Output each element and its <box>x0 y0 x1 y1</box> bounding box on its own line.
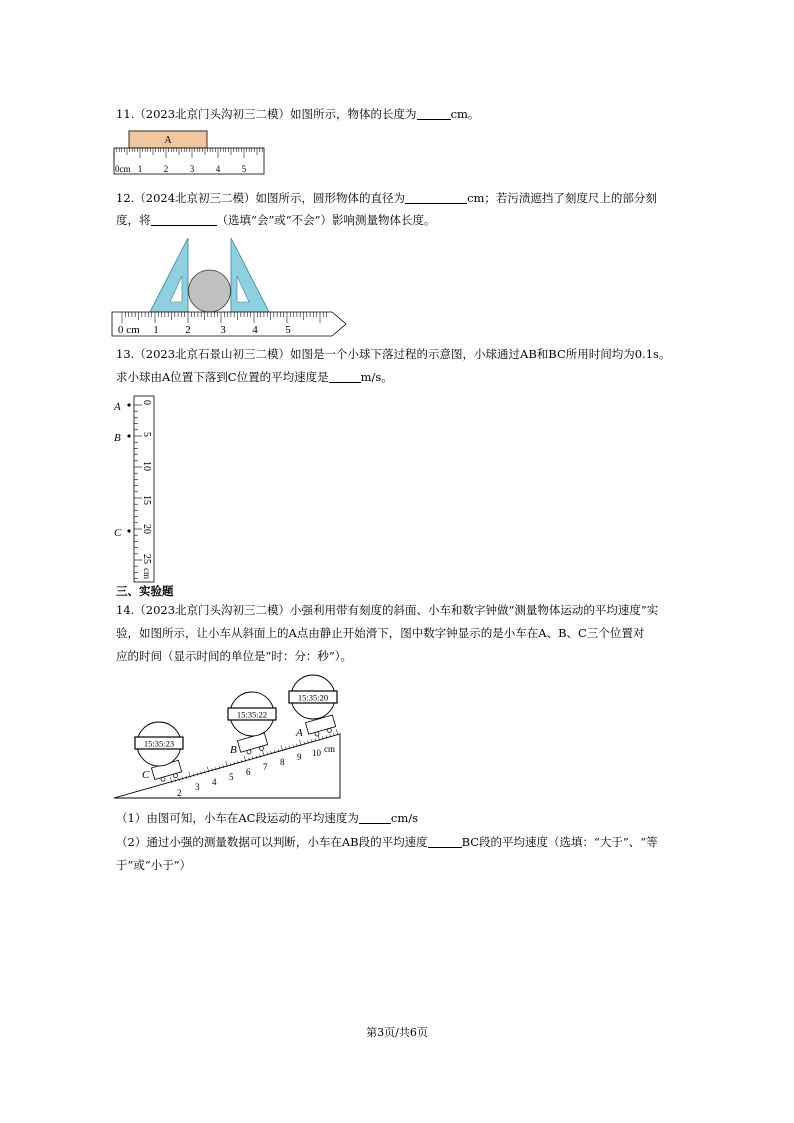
q13-line1: 13.（2023北京石景山初三二模）如图是一个小球下落过程的示意图，小球通过AB和BC所用时间均为0.1s。 <box>116 347 671 361</box>
ruler-unit-label: 0 cm <box>118 324 140 336</box>
round-object <box>189 270 231 312</box>
tick-label: 3 <box>189 164 195 174</box>
tick-label: 3 <box>220 324 226 336</box>
q14-line2: 验，如图所示，让小车从斜面上的A点由静止开始滑下，图中数字钟显示的是小车在A、B、C三个位置对 <box>116 626 645 640</box>
tick-label: 1 <box>137 164 143 174</box>
q12-line1-after: cm；若污渍遮挡了刻度尺上的部分刻 <box>467 191 657 205</box>
tick-label: 20 <box>141 524 152 534</box>
section-title: 三、实验题 <box>116 584 174 598</box>
question-14-line3 <box>116 644 352 668</box>
tick-label: 2 <box>163 164 169 174</box>
q14-sub2-line2: 于”或“小于”） <box>116 858 192 872</box>
tick-label: 5 <box>141 432 152 437</box>
tick-label: 4 <box>215 164 221 174</box>
q14-sub2-after: BC段的平均速度（选填：“大于”、“等 <box>461 835 658 849</box>
question-12 <box>116 186 657 210</box>
q14-line3: 应的时间（显示时间的单位是“时：分：秒”）。 <box>116 649 353 663</box>
tick-label: 25 <box>141 554 152 564</box>
point-c-label: C <box>114 527 122 539</box>
tick-label: 3 <box>195 782 200 792</box>
tick-label: 15 <box>141 495 152 505</box>
ruler-unit-label: cm <box>142 568 152 579</box>
q12-choice-blank[interactable] <box>151 211 217 226</box>
q12-line2-after: （选填“会”或“不会”）影响测量物体长度。 <box>216 213 436 227</box>
q12-line2-before: 度，将 <box>116 213 151 227</box>
point-c-label: C <box>142 769 150 781</box>
tick-label: 4 <box>212 777 217 787</box>
ruler-body <box>112 312 346 336</box>
page-footer: 第3页/共6页 <box>366 1026 428 1039</box>
tick-label: 7 <box>263 762 268 772</box>
tick-label: 6 <box>246 767 251 777</box>
question-13-line2 <box>116 365 393 389</box>
q14-line1: 14.（2023北京门头沟初三二模）小强利用带有刻度的斜面、小车和数字钟做“测量物体运动的平均速度”实 <box>116 603 659 617</box>
object-a-label: A <box>164 135 172 146</box>
point-c-dot <box>127 529 130 532</box>
question-14-sub2-line2 <box>116 853 191 877</box>
tick-label: 10 <box>312 748 321 758</box>
clock-a-time: 15:35:20 <box>297 692 329 703</box>
tick-label: 8 <box>280 757 285 767</box>
tick-label: 10 <box>141 461 152 471</box>
q12-diameter-blank[interactable] <box>405 189 467 204</box>
question-14-sub1 <box>116 806 418 830</box>
q13-line2-before: 求小球由A位置下落到C位置的平均速度是 <box>116 370 329 384</box>
tick-label: 0 <box>141 400 152 405</box>
clock-b-time: 15:35:22 <box>236 709 268 720</box>
q13-answer-blank[interactable] <box>329 368 361 383</box>
point-a-dot <box>127 403 130 406</box>
q14-sub1-after: cm/s <box>390 811 419 825</box>
point-b-label: B <box>230 744 237 756</box>
q11-text-before: 11.（2023北京门头沟初三二模）如图所示，物体的长度为 <box>116 107 417 121</box>
point-b-label: B <box>114 432 121 444</box>
tick-label: 1 <box>153 324 159 336</box>
q12-line1-before: 12.（2024北京初三二模）如图所示，圆形物体的直径为 <box>116 191 406 205</box>
clock-c-time: 15:35:23 <box>143 738 175 749</box>
q14-sub1-before: （1）由图可知，小车在AC段运动的平均速度为 <box>116 811 359 825</box>
q13-line2-after: m/s。 <box>360 370 393 384</box>
q12-ruler-figure <box>110 236 350 341</box>
q14-incline-figure <box>112 672 352 802</box>
point-a-label: A <box>296 727 303 739</box>
point-b-dot <box>127 434 130 437</box>
tick-mark <box>336 729 338 735</box>
question-13 <box>116 342 670 366</box>
q14-sub2-before: （2）通过小强的测量数据可以判断，小车在AB段的平均速度 <box>116 835 428 849</box>
q14-sub1-blank[interactable] <box>359 809 391 824</box>
tick-label: 4 <box>252 324 258 336</box>
question-12-line2 <box>116 208 436 232</box>
incline-unit-label: cm <box>324 744 335 754</box>
tick-label: 5 <box>285 324 291 336</box>
tick-label: 2 <box>185 324 191 336</box>
ruler-unit-label: 0cm <box>115 164 131 174</box>
tick-label: 5 <box>241 164 247 174</box>
tick-label: 5 <box>229 772 234 782</box>
question-14 <box>116 598 658 622</box>
q11-ruler-figure <box>112 130 272 180</box>
question-11 <box>116 102 479 126</box>
cart-b <box>237 733 268 756</box>
tick-label: 9 <box>297 752 302 762</box>
question-14-line2 <box>116 621 644 645</box>
tick-label: 2 <box>177 788 182 798</box>
q11-answer-blank[interactable] <box>417 105 451 120</box>
q13-vertical-ruler-figure <box>112 394 162 584</box>
point-a-label: A <box>114 401 121 413</box>
q14-sub2-blank[interactable] <box>428 833 462 848</box>
q11-text-after: cm。 <box>450 107 480 121</box>
question-14-sub2 <box>116 830 658 854</box>
